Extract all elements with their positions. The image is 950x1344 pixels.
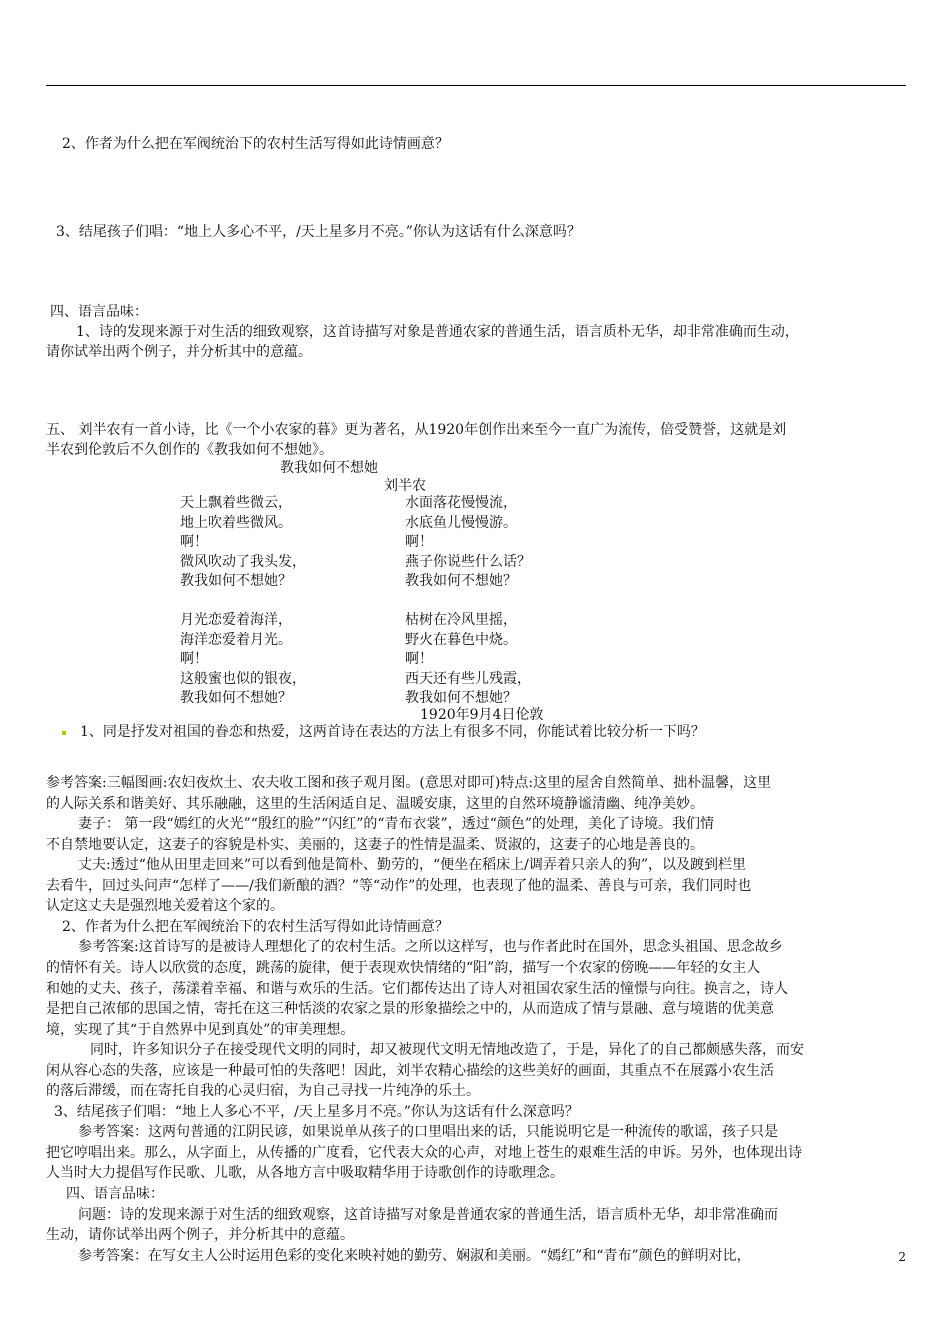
poem-line: 枯树在冷风里摇， (405, 612, 517, 628)
answer-line: 闲从容心态的失落，应该是一种最可怕的失落吧！因此，刘半农精心描绘的这些美好的画面，其重点不在展露小农生活 (46, 1062, 774, 1079)
answer-line: 3、结尾孩子们唱：“地上人多心不平，/天上星多月不亮。”你认为这话有什么深意吗？ (54, 1103, 579, 1120)
answer-line: 境，实现了其“于自然界中见到真处”的审美理想。 (46, 1021, 355, 1038)
poem-line: 教我如何不想她？ (180, 690, 292, 706)
answer-line: 参考答案:这首诗写的是被诗人理想化了的农村生活。之所以这样写，也与作者此时在国外，思念头祖国、思念故乡 (78, 939, 783, 956)
poem-line: 这般蜜也似的银夜， (180, 670, 306, 687)
answer-line: 妻子： 第一段“嫣红的火光”“殷红的脸”“闪红”的“青布衣裳”，透过“颜色”的处理，美化了诗境。我们情 (78, 816, 715, 833)
poem-line: 啊！ (405, 534, 433, 550)
poem-line: 啊！ (180, 651, 208, 667)
answer-line: 同时，许多知识分子在接受现代文明的同时，却又被现代文明无情地改造了，于是，异化了的自己都颇感失落，而安 (90, 1042, 804, 1059)
poem-line: 啊！ (405, 651, 433, 667)
section-5-question-1: 1、同是抒发对祖国的眷恋和热爱，这两首诗在表达的方法上有很多不同，你能试着比较分析一下吗？ (80, 724, 705, 740)
poem-line: 地上吹着些微风。 (180, 514, 292, 531)
answer-line: 四、语言品味： (66, 1186, 164, 1202)
answer-line: 丈夫:透过“他从田里走回来”可以看到他是简朴、勤劳的，“便坐在稻床上/调弄着只亲人的狗”，以及踱到栏里 (78, 857, 747, 874)
question-2: 2、作者为什么把在军阀统治下的农村生活写得如此诗情画意？ (62, 136, 449, 152)
answer-line: 和她的丈夫、孩子，荡漾着幸福、和谐与欢乐的生活。它们都传达出了诗人对祖国农家生活的憧憬与向往。换言之，诗人 (46, 980, 788, 997)
poem-line: 教我如何不想她？ (405, 573, 517, 589)
answer-line: 生动，请你试举出两个例子，并分析其中的意蕴。 (46, 1227, 354, 1244)
answer-line: 参考答案：在写女主人公时运用色彩的变化来映衬她的勤劳、娴淑和美丽。“嫣红”和“青布”颜色的鲜明对比， (78, 1247, 751, 1264)
section-5-intro-line1: 五、 刘半农有一首小诗，比《一个小农家的暮》更为著名，从1920年创作出来至今一直广为流传，倍受赞誉，这就是刘 (46, 422, 787, 438)
poem-line: 微风吹动了我头发， (180, 553, 306, 570)
section-4-heading: 四、语言品味： (50, 304, 148, 320)
poem-line: 水面落花慢慢流， (405, 495, 517, 511)
poem-title: 教我如何不想她 (280, 460, 378, 476)
poem-line: 教我如何不想她？ (405, 690, 517, 706)
section-4-question-line2: 请你试举出两个例子，并分析其中的意蕴。 (46, 344, 312, 360)
poem-line: 教我如何不想她？ (180, 573, 292, 589)
poem-line: 西天还有些儿残霞， (405, 670, 531, 687)
answer-line: 的情怀有关。诗人以欣赏的态度，跳荡的旋律，便于表现欢快情绪的“阳”韵，描写一个农家的傍晚——年轻的女主人 (46, 959, 761, 976)
answer-line: 人当时大力提倡写作民歌、儿歌，从各地方言中吸取精华用于诗歌创作的诗歌理念。 (46, 1165, 564, 1182)
answer-line: 参考答案：这两句普通的江阴民谚，如果说单从孩子的口里唱出来的话，只能说明它是一种流传的歌谣，孩子只是 (78, 1124, 778, 1141)
poem-line: 海洋恋爱着月光。 (180, 631, 292, 648)
answer-line: 2、作者为什么把在军阀统治下的农村生活写得如此诗情画意？ (62, 918, 449, 935)
section-4-question-line1: 1、诗的发现来源于对生活的细致观察，这首诗描写对象是普通农家的普通生活，语言质朴无华，却非常准确而生动， (76, 324, 799, 340)
poem-author: 刘半农 (384, 478, 426, 494)
header-rule (46, 85, 906, 86)
answer-line: 去看牛，回过头问声“怎样了——/我们新酿的酒？”等“动作”的处理，也表现了他的温柔、善良与可亲，我们同时也 (46, 877, 752, 894)
answer-line: 把它哼唱出来。那么，从字面上，从传播的广度看，它代表大众的心声，对地上苍生的艰难生活的申诉。另外，也体现出诗 (46, 1144, 802, 1161)
answer-line: 参考答案:三幅图画:农妇夜炊土、农夫收工图和孩子观月图。(意思对即可)特点:这里的屋舍自然简单、拙朴温馨，这里 (46, 775, 772, 791)
poem-line: 水底鱼儿慢慢游。 (405, 514, 517, 531)
answer-line: 是把自己浓郁的思国之情，寄托在这三种恬淡的农家之景的形象描绘之中的，从而造成了情与景融、意与境谐的优美意 (46, 1001, 774, 1018)
poem-line: 天上飘着些微云， (180, 495, 292, 511)
answer-line: 的落后滞缓，而在寄托自我的心灵归宿，为自己寻找一片纯净的乐土。 (46, 1083, 480, 1100)
answer-line: 的人际关系和谐美好、其乐融融，这里的生活闲适自足、温暖安康，这里的自然环境静谧清幽、纯净美妙。 (46, 795, 704, 812)
question-3: 3、结尾孩子们唱：“地上人多心不平，/天上星多月不亮。”你认为这话有什么深意吗？ (56, 224, 581, 240)
highlight-marker (62, 731, 66, 735)
poem-line: 燕子你说些什么话？ (405, 553, 531, 570)
page-number: 2 (898, 1250, 906, 1264)
poem-line: 啊！ (180, 534, 208, 550)
answer-line: 认定这丈夫是强烈地关爱着这个家的。 (46, 898, 284, 915)
poem-date: 1920年9月4日伦敦 (420, 707, 544, 723)
answer-line: 问题：诗的发现来源于对生活的细致观察，这首诗描写对象是普通农家的普通生活，语言质朴无华，却非常准确而 (78, 1206, 778, 1223)
poem-line: 月光恋爱着海洋， (180, 612, 292, 628)
poem-line: 野火在暮色中烧。 (405, 631, 517, 648)
answer-line: 不自禁地要认定，这妻子的容貌是朴实、美丽的，这妻子的性情是温柔、贤淑的，这妻子的心地是善良的。 (46, 836, 704, 853)
section-5-intro-line2: 半农到伦敦后不久创作的《教我如何不想她》。 (46, 442, 333, 458)
